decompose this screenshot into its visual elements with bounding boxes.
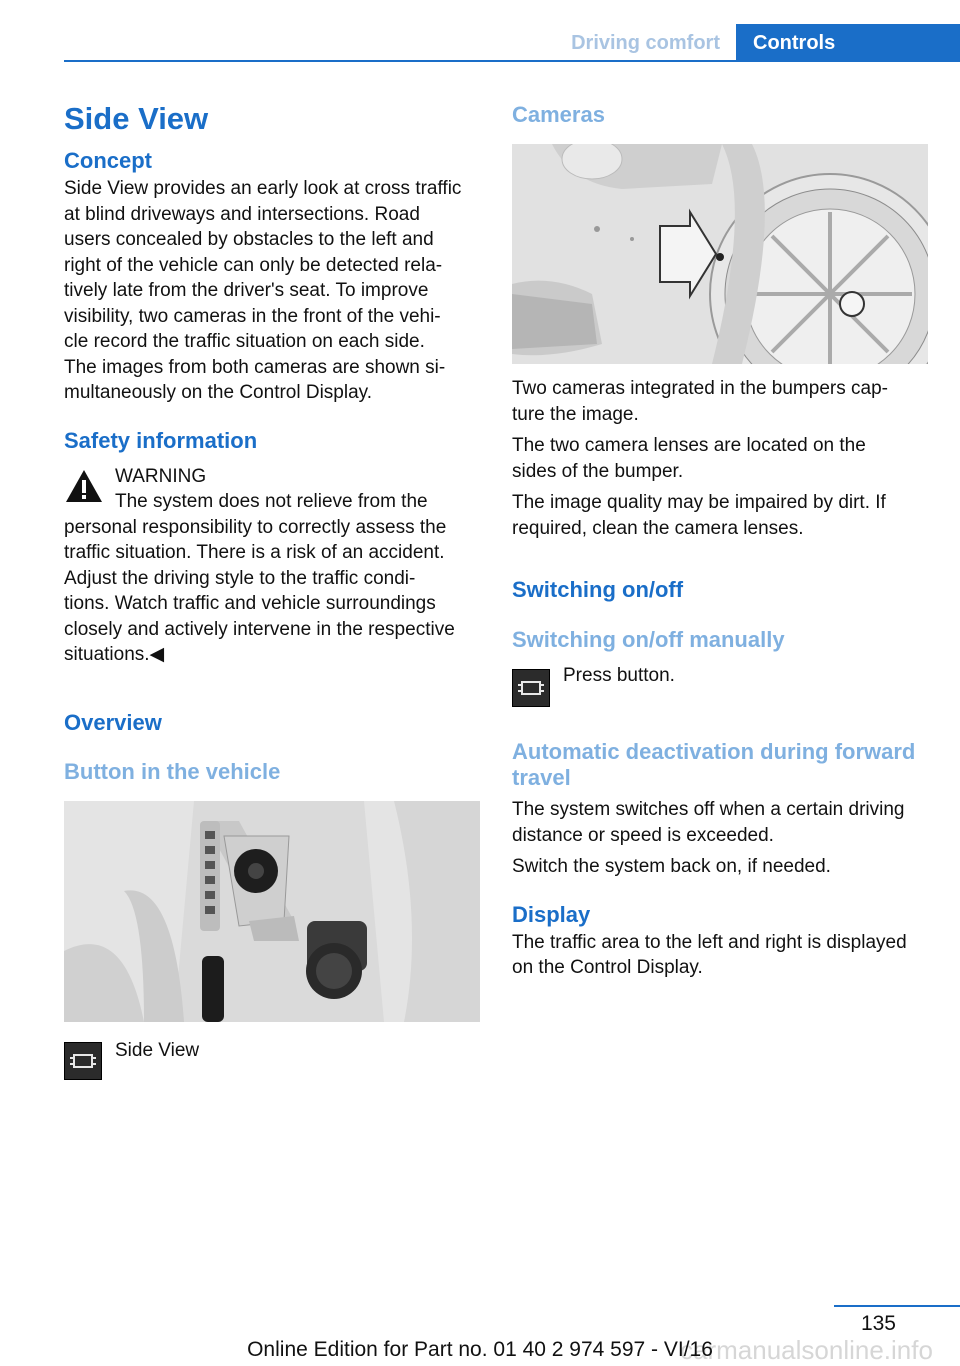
text-line: The system does not relieve from the bbox=[115, 491, 428, 512]
side-view-button-icon[interactable] bbox=[512, 669, 550, 707]
text-line: tively late from the driver's seat. To improve bbox=[64, 280, 429, 301]
page-title: Side View bbox=[64, 101, 209, 136]
concept-text bbox=[64, 176, 480, 406]
page-number: 135 bbox=[860, 1312, 896, 1335]
text-line: right of the vehicle can only be detected rela‐ bbox=[64, 254, 443, 276]
text-line: travel bbox=[512, 765, 571, 790]
text-line: Side View provides an early look at cross traffic bbox=[64, 178, 462, 199]
text-line: The two camera lenses are located on the bbox=[512, 435, 866, 456]
auto-paragraph-1 bbox=[512, 797, 928, 848]
text-line: The traffic area to the left and right is displayed bbox=[512, 931, 907, 953]
bumper-camera-image bbox=[512, 144, 928, 364]
text-line: traffic situation. There is a risk of an accident. bbox=[64, 542, 445, 563]
warning-icon bbox=[64, 468, 104, 509]
text-line: ture the image. bbox=[512, 403, 639, 425]
press-button-row bbox=[512, 667, 928, 707]
header-section-label: Driving comfort bbox=[571, 32, 720, 54]
cameras-paragraph-2 bbox=[512, 433, 928, 484]
text-line: The system switches off when a certain driving bbox=[512, 799, 905, 820]
header-tab-controls: Controls bbox=[736, 24, 960, 62]
text-line: multaneously on the Control Display. bbox=[64, 382, 373, 403]
right-column bbox=[512, 102, 928, 981]
text-line: visibility, two cameras in the front of the vehi‐ bbox=[64, 305, 441, 327]
warning-text bbox=[64, 464, 480, 668]
text-line: users concealed by obstacles to the left and bbox=[64, 229, 434, 250]
switching-manual-heading: Switching on/off manually bbox=[512, 627, 785, 652]
text-line: situations.◀ bbox=[64, 644, 165, 665]
center-console-image bbox=[64, 801, 480, 1022]
text-line: at blind driveways and intersections. Road bbox=[64, 203, 420, 225]
footer-rule bbox=[834, 1305, 960, 1307]
button-caption: Side View bbox=[115, 1039, 200, 1061]
cameras-heading: Cameras bbox=[512, 102, 605, 127]
text-line: tions. Watch traffic and vehicle surroundings bbox=[64, 593, 436, 614]
text-line: The images from both cameras are shown si‐ bbox=[64, 356, 446, 378]
text-line: personal responsibility to correctly assess the bbox=[64, 516, 447, 538]
text-line: sides of the bumper. bbox=[512, 460, 684, 482]
display-text bbox=[512, 930, 928, 981]
press-button-text: Press button. bbox=[563, 665, 675, 686]
cameras-paragraph-1 bbox=[512, 376, 928, 427]
left-column bbox=[64, 96, 480, 1082]
text-line: required, clean the camera lenses. bbox=[512, 517, 804, 539]
text-line: cle record the traffic situation on each side. bbox=[64, 331, 425, 352]
overview-heading: Overview bbox=[64, 709, 162, 735]
display-heading: Display bbox=[512, 901, 591, 927]
footer-edition: Online Edition for Part no. 01 40 2 974 597 - VI/16 bbox=[247, 1338, 713, 1361]
watermark: carmanualsonline.info bbox=[680, 1335, 933, 1365]
warning-label: WARNING bbox=[115, 465, 207, 487]
header-rule bbox=[64, 60, 960, 62]
auto-deactivation-heading bbox=[512, 739, 928, 791]
side-view-button-row bbox=[64, 1039, 480, 1082]
warning-block bbox=[64, 464, 480, 668]
text-line: closely and actively intervene in the respective bbox=[64, 618, 455, 640]
safety-heading: Safety information bbox=[64, 427, 258, 453]
concept-heading: Concept bbox=[64, 148, 152, 173]
button-in-vehicle-heading: Button in the vehicle bbox=[64, 758, 281, 784]
auto-paragraph-2: Switch the system back on, if needed. bbox=[512, 856, 831, 877]
text-line: distance or speed is exceeded. bbox=[512, 824, 774, 846]
text-line: The image quality may be impaired by dirt. If bbox=[512, 492, 886, 513]
text-line: Adjust the driving style to the traffic condi‐ bbox=[64, 567, 416, 589]
side-view-button-icon[interactable] bbox=[64, 1042, 102, 1080]
switching-heading: Switching on/off bbox=[512, 577, 684, 602]
cameras-paragraph-3 bbox=[512, 490, 928, 541]
text-line: Two cameras integrated in the bumpers cap‐ bbox=[512, 378, 888, 399]
text-line: on the Control Display. bbox=[512, 957, 703, 978]
text-line: Automatic deactivation during forward bbox=[512, 739, 916, 764]
